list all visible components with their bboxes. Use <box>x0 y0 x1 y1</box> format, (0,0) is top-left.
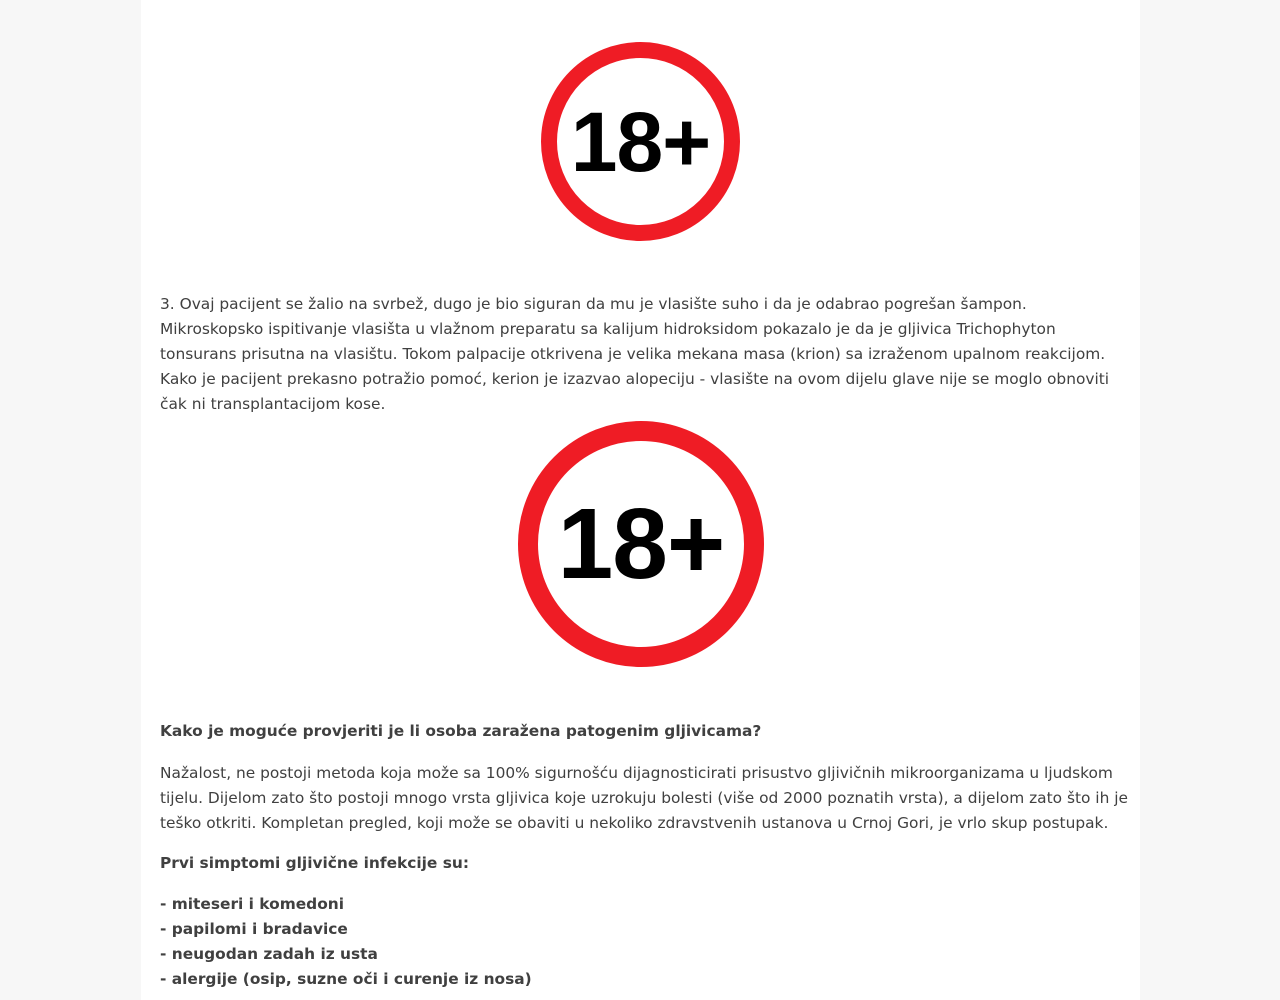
section-heading: Kako je moguće provjeriti je li osoba zaražena patogenim gljivicama? <box>160 722 762 740</box>
symptoms-list <box>160 892 1130 992</box>
list-item: - alergije (osip, suzne oči i curenje iz nosa) <box>160 970 532 988</box>
article-paragraph: Nažalost, ne postoji metoda koja može sa 100% sigurnošću dijagnosticirati prisustvo gljivičnih mikroorganizama u ljudskom tijelu. Dijelom zato što postoji mnogo vrsta gljivica koje uzrokuju bolesti (više od 2000 poznatih vrsta), a dijelom zato što ih je teško otkriti. Kompletan pregled, koji može se obaviti u nekoliko zdravstvenih ustanova u Crnoj Gori, je vrlo skup postupak. <box>160 764 1128 832</box>
age-restriction-label: 18+ <box>557 488 725 600</box>
list-item: - miteseri i komedoni <box>160 895 345 913</box>
age-restriction-image <box>518 421 764 667</box>
section-heading: Prvi simptomi gljivične infekcije su: <box>160 854 469 872</box>
article-content <box>141 0 1140 1000</box>
age-restriction-image <box>541 42 740 241</box>
article-paragraph: 3. Ovaj pacijent se žalio na svrbež, dugo je bio siguran da mu je vlasište suho i da je odabrao pogrešan šampon. Mikroskopsko ispitivanje vlasišta u vlažnom preparatu sa kalijum hidroksidom pokazalo je da je gljivica Trichophyton tonsurans prisutna na vlasištu. Tokom palpacije otkrivena je velika mekana masa (krion) sa izraženom upalnom reakcijom. Kako je pacijent prekasno potražio pomoć, kerion je izazvao alopeciju - vlasište na ovom dijelu glave nije se moglo obnoviti čak ni transplantacijom kose. <box>160 295 1110 413</box>
list-item: - papilomi i bradavice <box>160 920 348 938</box>
list-item: - neugodan zadah iz usta <box>160 945 378 963</box>
age-restriction-label: 18+ <box>570 94 711 189</box>
